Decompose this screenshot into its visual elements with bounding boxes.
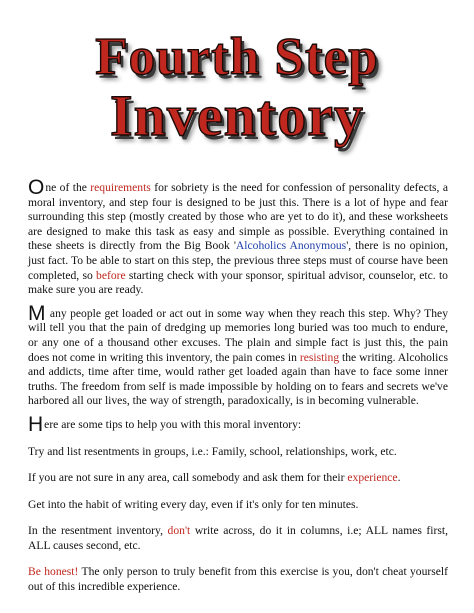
text-run: In the resentment inventory, — [28, 524, 168, 538]
tips-intro-paragraph — [28, 412, 448, 436]
title-line-1: Fourth Step — [95, 28, 379, 86]
text-run: ', there is no opinion, just fact. To be able to start on this step, the previous three steps must of course have been completed, so — [28, 239, 448, 282]
text-run: starting check with your sponsor, spiritual advisor, counselor, etc. to make sure you are ready. — [28, 268, 448, 297]
highlight-resisting: resisting — [299, 350, 340, 364]
page-title — [0, 28, 474, 146]
highlight-dont: don't — [167, 524, 191, 538]
tip-groups — [28, 445, 448, 460]
highlight-experience: experience — [347, 471, 398, 485]
title-line-2: Inventory — [110, 83, 364, 148]
tip-columns — [28, 524, 448, 553]
highlight-be-honest: Be honest! — [28, 565, 79, 579]
text-run: for sobriety is the need for confession of personality defects, a moral inventory, and step four is designed to be just this. There is a lot of hype and fear surrounding this step (mostly created by those who are yet to do it), and these worksheets are designed to make this task as easy and simple as possible. Everything contained in these sheets is directly from the Big Book ' — [28, 181, 448, 253]
text-run: any people get loaded or act out in some way when they reach this step. Why? They will tell you that the pain of dredging up memories long buried was too much to endure, or any one of a thousand other excuses. The plain and simple fact is just this, the pain does not come in writing this inventory, the pain comes in — [28, 306, 448, 364]
dropcap: H — [28, 412, 44, 436]
highlight-before: before — [96, 268, 126, 282]
resistance-paragraph — [28, 301, 449, 409]
text-run: Try and list resentments in groups, i.e.: Family, school, relationships, work, etc. — [28, 444, 397, 458]
text-run: ere are some tips to help you with this moral inventory: — [44, 417, 302, 431]
highlight-big-book: Alcoholics Anonymous — [235, 239, 347, 253]
text-run: the writing. Alcoholics and addicts, time after time, would rather get loaded again than have to face some inner truths. The freedom from self is made impossible by holding on to fears and secrets we've harbored all our lives, the way of strength, paradoxically, is in becoming vulnerable. — [28, 350, 449, 408]
dropcap: O — [28, 176, 45, 199]
text-run: The only person to truly benefit from this exercise is you, don't cheat yourself out of this incredible experience. — [28, 565, 448, 594]
highlight-requirements: requirements — [90, 181, 151, 194]
text-run: Get into the habit of writing every day, even if it's only for ten minutes. — [28, 497, 359, 511]
body-text — [28, 176, 449, 607]
text-run: ne of the — [45, 181, 91, 194]
tip-call-somebody — [28, 471, 448, 486]
tip-write-daily — [28, 498, 448, 513]
intro-paragraph — [28, 176, 448, 298]
dropcap: M — [28, 301, 46, 325]
text-run: . — [397, 471, 401, 485]
text-run: write across, do it in columns, i.e; ALL names first, ALL causes second, etc. — [28, 524, 449, 552]
text-run: If you are not sure in any area, call somebody and ask them for their — [28, 471, 348, 485]
tip-be-honest — [28, 565, 448, 594]
